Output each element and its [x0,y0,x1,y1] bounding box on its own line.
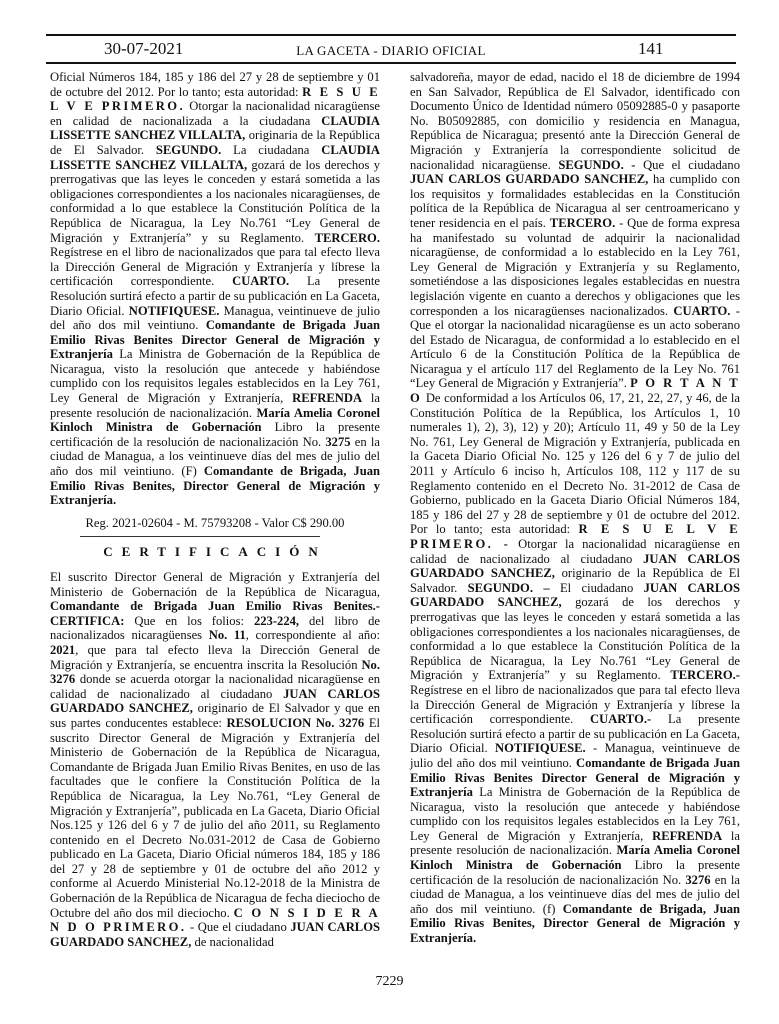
footer-page-number: 7229 [375,974,404,989]
right-column [410,70,740,946]
certification-3276-body: El suscrito Director General de Migración y Extranjería del Ministerio de Gobernación de la República de Nicaragua, Comandante de Brigada Juan Emilio Rivas Benites.- CERTIFICA: Que en los folios: 223-224, del libro de nacionalizados nicaragüenses No. 11, correspondiente al año: 2021, que para tal efecto lleva la Dirección General de Migración y Extranjería, se encuentra inscrita la Resolución No. 3276 donde se acuerda otorgar la nacionalidad nicaragüense en calidad de nacionalizado al ciudadano JUAN CARLOS GUARDADO SANCHEZ, originario de El Salvador y que en sus partes conducentes establece: RESOLUCION No. 3276 El suscrito Director General de Migración y Extranjería del Ministerio de Gobernación de la República de Nicaragua, Comandante de Brigada Juan Emilio Rivas Benites, en uso de las facultades que le confiere la Constitución Política de la República de Nicaragua, la Ley No.761, “Ley General de Migración y Extranjería”, publicada en La Gaceta, Diario Oficial Nos.125 y 126 del 6 y 7 de julio del año 2011, su Reglamento contenido en el Decreto No.031-2012 de Casa de Gobierno publicado en La Gaceta, Diario Oficial números 184, 185 y 186 del 27 y 28 de septiembre y 01 de octubre del año 2012 y conforme al Acuerdo Ministerial No.12-2018 de la Ministra de Gobernación de la República de Nicaragua de fecha dieciocho de Octubre del año dos mil dieciocho. C O N S I D E R A N D O PRIMERO. - Que el ciudadano JUAN CARLOS GUARDADO SANCHEZ, de nacionalidad [50,570,381,949]
page-header [46,34,736,64]
header-title: LA GACETA - DIARIO OFICIAL [296,43,486,58]
certification-heading: CERTIFICACIÓN [103,544,327,560]
divider [80,536,320,537]
registration-line: Reg. 2021-02604 - M. 75793208 - Valor C$ 290.00 [85,515,345,530]
resolution-3275-continuation: Oficial Números 184, 185 y 186 del 27 y 28 de septiembre y 01 de octubre del 2012. Por lo tanto; esta autoridad: R E S U E L V E PRIMERO. Otorgar la nacionalidad nicaragüense en calidad de nacionalizada a la ciudadana CLAUDIA LISSETTE SANCHEZ VILLALTA, originaria de la República de El Salvador. SEGUNDO. La ciudadana CLAUDIA LISSETTE SANCHEZ VILLALTA, gozará de los derechos y prerrogativas que las leyes le conceden y estará sometida a las obligaciones correspondientes a los nacionales nicaragüenses, de conformidad a lo que establece la Constitución Política de la República de Nicaragua, la Ley No.761 “Ley General de Migración y Extranjería” y su Reglamento. TERCERO. Regístrese en el libro de nacionalizados que para tal efecto lleva la Dirección General de Migración y Extranjería y líbrese la certificación correspondiente. CUARTO. La presente Resolución surtirá efecto a partir de su publicación en La Gaceta, Diario Oficial. NOTIFIQUESE. Managua, veintinueve de julio del año dos mil veintiuno. Comandante de Brigada Juan Emilio Rivas Benites Director General de Migración y Extranjería La Ministra de Gobernación de la República de Nicaragua, visto la resolución que antecede y habiéndose cumplido con los requisitos legales establecidos en la Ley 761, Ley General de Migración y Extranjería, REFRENDA la presente resolución de nacionalización. María Amelia Coronel Kinloch Ministra de Gobernación Libro la presente certificación de la resolución de nacionalización No. 3275 en la ciudad de Managua, a los veintinueve días del mes de julio del año dos mil veintiuno. (F) Comandante de Brigada, Juan Emilio Rivas Benites, Director General de Migración y Extranjería. [50,70,380,508]
resolution-3276-continuation: salvadoreña, mayor de edad, nacido el 18 de diciembre de 1994 en San Salvador, República de El Salvador, identificado con Documento Único de Identidad número 05092885-0 y pasaporte No. B05092885, con domicilio y residencia en Managua, República de Nicaragua; presentó ante la Dirección General de Migración y Extranjería la correspondiente solicitud de nacionalidad nicaragüense. SEGUNDO. - Que el ciudadano JUAN CARLOS GUARDADO SANCHEZ, ha cumplido con los requisitos y formalidades establecidas en la Constitución política de la República de Nicaragua al ser centroamericano y tener residencia en el país. TERCERO. - Que de forma expresa ha manifestado su voluntad de adquirir la nacionalidad nicaragüense, de conformidad a lo establecido en la Ley 761, Ley General de Migración y Extranjería y su Reglamento, sometiéndose a las disposiciones legales establecidas en nuestra legislación vigente en cuanto a derechos y obligaciones que les corresponden a los nicaragüenses nacionalizados. CUARTO. - Que el otorgar la nacionalidad nicaragüense es un acto soberano del Estado de Nicaragua, de conformidad a lo establecido en el Artículo 6 de la Constitución Política de la República de Nicaragua y el artículo 117 del Reglamento de la Ley No. 761 “Ley General de Migración y Extranjería”. P O R T A N T O De conformidad a los Artículos 06, 17, 21, 22, 27, y 46, de la Constitución Política de la República, los Artículos 1, 10 numerales 1), 2), 3), 12) y 20); Artículo 11, 49 y 50 de la Ley No. 761, Ley General de Migración y Extranjería, publicada en la Gaceta Diario Oficial No. 125 y 126 del 6 y 7 de julio del 2011 y Artículo 6 inciso h, Artículos 108, 112 y 117 de su Reglamento contenido en el Decreto No. 31-2012 de Casa de Gobierno, publicado en la Gaceta Diario Oficial Números 184, 185 y 186 del 27 y 28 de septiembre y 01 de octubre del 2012. Por lo tanto; esta autoridad: R E S U E L V E PRIMERO. - Otorgar la nacionalidad nicaragüense en calidad de nacionalizado al ciudadano JUAN CARLOS GUARDADO SANCHEZ, originario de la República de El Salvador. SEGUNDO. – El ciudadano JUAN CARLOS GUARDADO SANCHEZ, gozará de los derechos y prerrogativas que las leyes le conceden y estará sometida a las obligaciones correspondientes a los nacionales nicaragüenses, de conformidad a lo que establece la Constitución Política de la República de Nicaragua, la Ley No.761 “Ley General de Migración y Extranjería” y su Reglamento. TERCERO.- Regístrese en el libro de nacionalizados que para tal efecto lleva la Dirección General de Migración y Extranjería y líbrese la certificación correspondiente. CUARTO.- La presente Resolución surtirá efecto a partir de su publicación en La Gaceta, Diario Oficial. NOTIFIQUESE. - Managua, veintinueve de julio del año dos mil veintiuno. Comandante de Brigada Juan Emilio Rivas Benites Director General de Migración y Extranjería La Ministra de Gobernación de la República de Nicaragua, visto la resolución que antecede y habiéndose cumplido con los requisitos legales establecidos en la Ley 761, Ley General de Migración y Extranjería, REFRENDA la presente resolución de nacionalización. María Amelia Coronel Kinloch Ministra de Gobernación Libro la presente certificación de la resolución de nacionalización No. 3276 en la ciudad de Managua, a los veintinueve días del mes de julio del año dos mil veintiuno. (f) Comandante de Brigada, Juan Emilio Rivas Benites, Director General de Migración y Extranjería. [410,70,741,946]
header-date: 30-07-2021 [104,39,184,58]
header-page-number: 141 [638,39,664,58]
left-column [50,70,380,949]
